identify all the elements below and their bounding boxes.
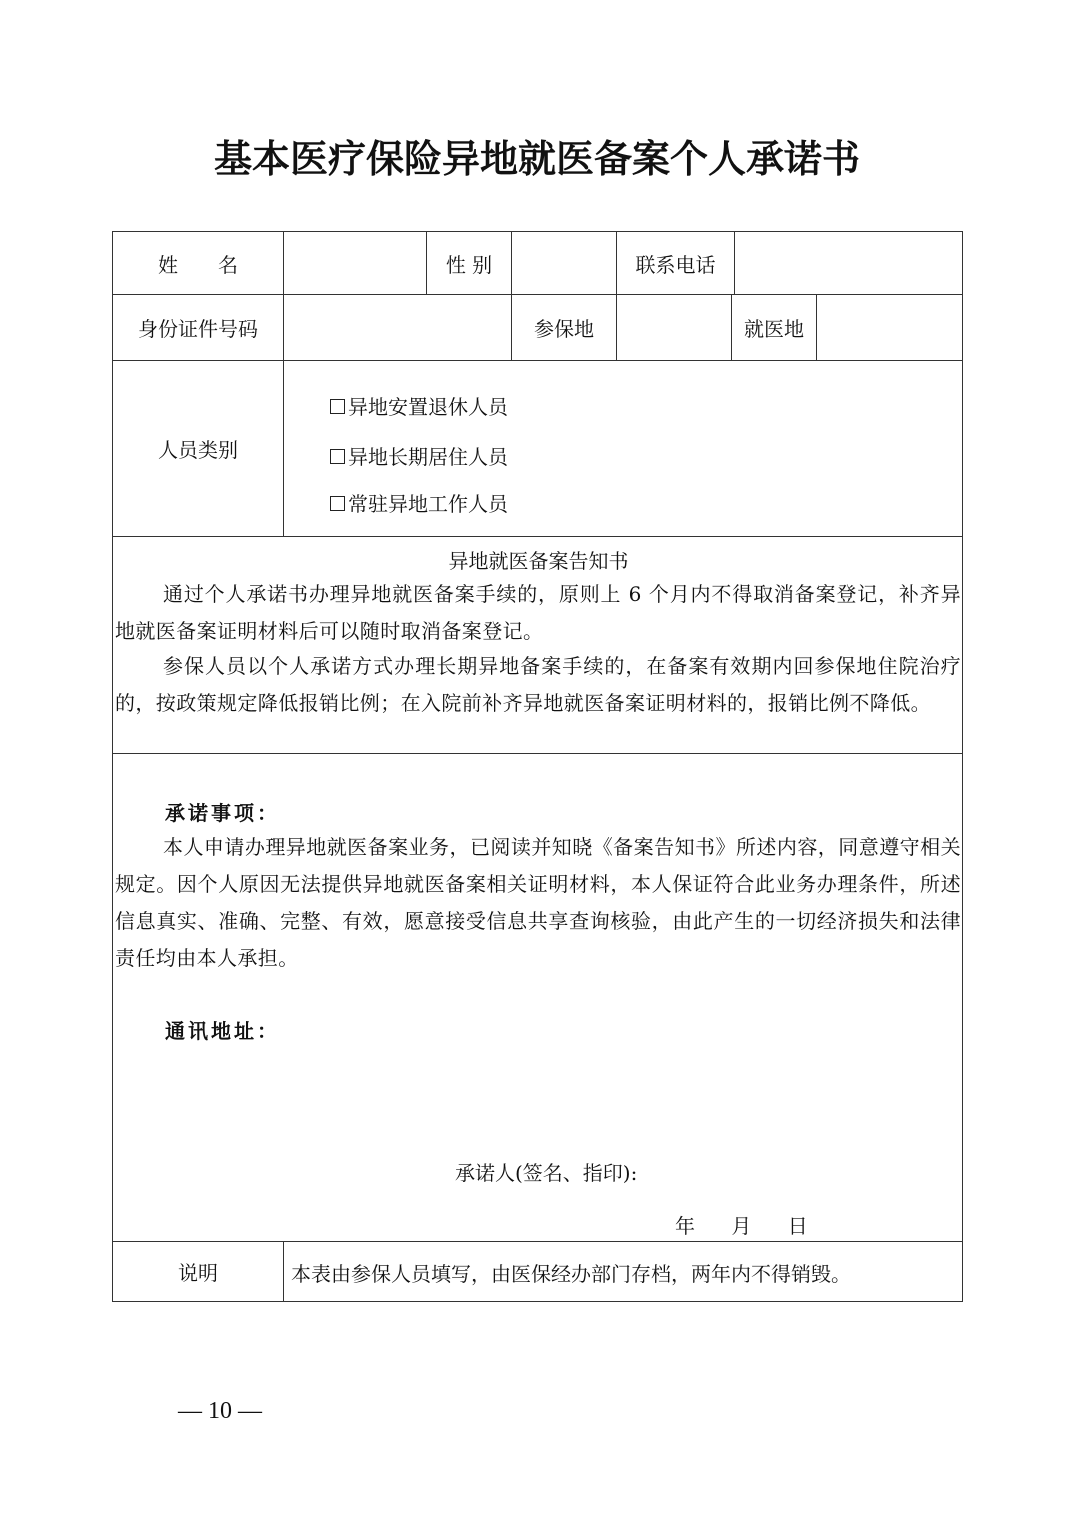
phone-field[interactable] — [735, 232, 962, 294]
category-option-label: 异地长期居住人员 — [348, 445, 508, 469]
page-number: — 10 — — [178, 1398, 262, 1424]
treatment-place-label: 就医地 — [744, 317, 804, 341]
date-day: 日 — [787, 1214, 808, 1238]
category-option-label: 常驻异地工作人员 — [348, 492, 508, 516]
note-label: 说明 — [178, 1261, 218, 1285]
commitment-heading: 承诺事项： — [165, 801, 280, 825]
name-label: 姓 名 — [158, 252, 238, 277]
col-divider — [283, 1241, 284, 1301]
signature-date — [675, 1210, 838, 1239]
checkbox-icon[interactable] — [330, 496, 345, 511]
commitment-text: 本人申请办理异地就医备案业务，已阅读并知晓《备案告知书》所述内容，同意遵守相关规定。因个人原因无法提供异地就医备案相关证明材料，本人保证符合此业务办理条件，所述信息真实、准确、完整、有效，愿意接受信息共享查询核验，由此产生的一切经济损失和法律责任均由本人承担。 — [115, 835, 961, 970]
insured-place-label: 参保地 — [534, 317, 594, 341]
category-option-label: 异地安置退休人员 — [348, 395, 508, 419]
gender-label: 性 别 — [445, 252, 493, 277]
notice-title: 异地就医备案告知书 — [448, 549, 629, 573]
gender-field[interactable] — [512, 232, 616, 294]
commitment-form — [112, 231, 963, 1302]
name-field[interactable] — [284, 232, 426, 294]
col-divider — [283, 360, 284, 536]
category-option[interactable] — [330, 391, 508, 420]
category-option[interactable] — [330, 441, 508, 470]
address-heading: 通讯地址： — [165, 1019, 280, 1043]
notice-paragraph: 参保人员以个人承诺方式办理长期异地备案手续的，在备案有效期内回参保地住院治疗的，按政策规定降低报销比例；在入院前补齐异地就医备案证明材料的，报销比例不降低。 — [115, 654, 961, 715]
notice-paragraph: 通过个人承诺书办理异地就医备案手续的，原则上 6 个月内不得取消备案登记，补齐异地就医备案证明材料后可以随时取消备案登记。 — [115, 582, 961, 643]
id-number-label: 身份证件号码 — [138, 317, 258, 341]
row-divider — [113, 753, 962, 754]
treatment-place-field[interactable] — [817, 295, 962, 360]
date-month: 月 — [731, 1214, 752, 1238]
note-text: 本表由参保人员填写，由医保经办部门存档，两年内不得销毁。 — [291, 1262, 851, 1286]
document-title: 基本医疗保险异地就医备案个人承诺书 — [213, 136, 860, 181]
signature-label: 承诺人(签名、指印): — [455, 1161, 638, 1185]
row-divider — [113, 536, 962, 537]
date-year: 年 — [675, 1214, 695, 1238]
category-label: 人员类别 — [158, 438, 238, 462]
id-number-field[interactable] — [284, 295, 511, 360]
phone-label: 联系电话 — [635, 252, 716, 277]
checkbox-icon[interactable] — [330, 449, 345, 464]
category-option[interactable] — [330, 488, 508, 517]
insured-place-field[interactable] — [617, 295, 731, 360]
checkbox-icon[interactable] — [330, 399, 345, 414]
